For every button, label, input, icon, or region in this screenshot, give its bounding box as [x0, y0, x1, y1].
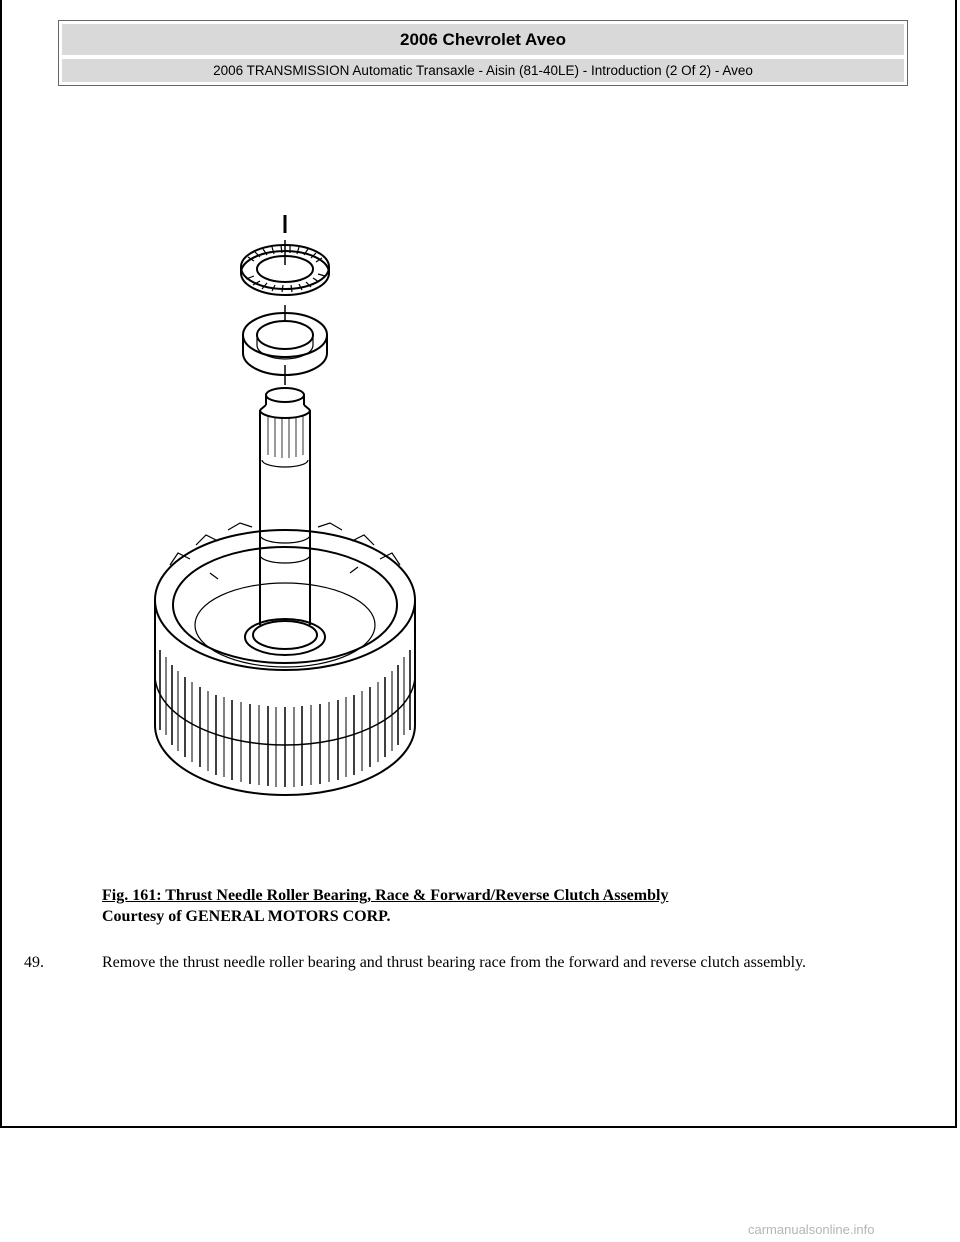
header-title: 2006 Chevrolet Aveo: [62, 24, 904, 59]
document-header: [58, 20, 908, 86]
figure-courtesy: Courtesy of GENERAL MOTORS CORP.: [102, 908, 391, 925]
procedure-step: [24, 952, 884, 973]
header-inner: [62, 24, 904, 82]
figure-caption: [102, 885, 668, 927]
input-shaft: [245, 388, 325, 655]
site-watermark: carmanualsonline.info: [748, 1222, 875, 1237]
header-subtitle: 2006 TRANSMISSION Automatic Transaxle - Aisin (81-40LE) - Introduction (2 Of 2) - Aveo: [213, 63, 753, 78]
clutch-assembly-illustration: [130, 205, 450, 815]
forward-reverse-clutch-drum: [155, 523, 415, 795]
figure-title: Fig. 161: Thrust Needle Roller Bearing, Race & Forward/Reverse Clutch Assembly: [102, 887, 669, 904]
step-text: Remove the thrust needle roller bearing and thrust bearing race from the forward and reverse clutch assembly.: [102, 954, 807, 971]
step-number: 49.: [24, 954, 44, 971]
